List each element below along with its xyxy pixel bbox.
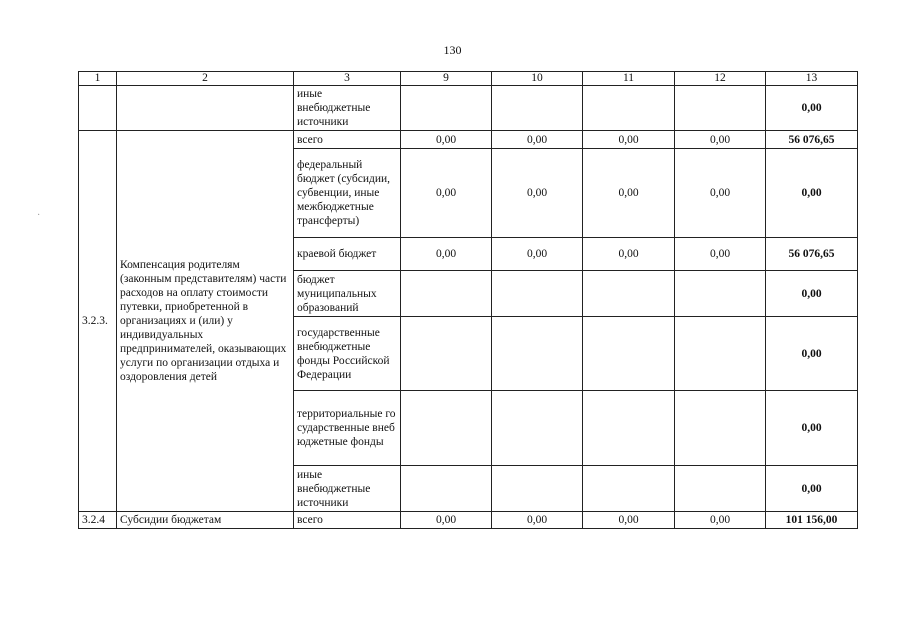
value-cell: 0,00 — [675, 238, 766, 271]
header-cell: 12 — [675, 72, 766, 86]
total-cell: 0,00 — [766, 466, 858, 512]
table-row — [79, 86, 858, 131]
value-cell: 0,00 — [583, 131, 675, 149]
total-cell: 56 076,65 — [766, 238, 858, 271]
value-cell: 0,00 — [675, 512, 766, 529]
header-cell: 9 — [401, 72, 492, 86]
source-cell: иные внебюджетные источники — [294, 86, 401, 131]
source-cell: бюджет муниципальных образований — [294, 271, 401, 317]
item-code: 3.2.3. — [79, 131, 117, 512]
value-cell: 0,00 — [401, 131, 492, 149]
source-cell: краевой бюджет — [294, 238, 401, 271]
value-cell: 0,00 — [583, 512, 675, 529]
header-cell: 10 — [492, 72, 583, 86]
source-cell: государственные внебюджетные фонды Российской Федерации — [294, 317, 401, 391]
item-name: Компенсация родителям (законным представителям) части расходов на оплату стоимости путевки, приобретенной в организациях и (или) у индивидуальных предпринимателей, оказывающих услуги по организации отдыха и оздоровления детей — [117, 131, 294, 512]
header-cell: 1 — [79, 72, 117, 86]
total-cell: 56 076,65 — [766, 131, 858, 149]
value-cell: 0,00 — [492, 149, 583, 238]
total-cell: 0,00 — [766, 271, 858, 317]
source-cell: всего — [294, 131, 401, 149]
page-number: 130 — [443, 43, 462, 57]
header-cell: 3 — [294, 72, 401, 86]
header-cell: 11 — [583, 72, 675, 86]
total-cell: 0,00 — [766, 391, 858, 466]
total-cell: 101 156,00 — [766, 512, 858, 529]
source-cell: территориальные государственные внебюджетные фонды — [294, 391, 401, 466]
scan-speck: · — [37, 210, 41, 221]
value-cell: 0,00 — [401, 512, 492, 529]
header-cell: 2 — [117, 72, 294, 86]
code-cell — [79, 86, 117, 131]
name-cell — [117, 86, 294, 131]
value-cell: 0,00 — [401, 238, 492, 271]
value-cell: 0,00 — [583, 238, 675, 271]
table-row — [79, 131, 858, 149]
value-cell: 0,00 — [675, 131, 766, 149]
item-name: Субсидии бюджетам — [117, 512, 294, 529]
budget-table — [78, 71, 858, 529]
value-cell: 0,00 — [401, 149, 492, 238]
total-cell: 0,00 — [766, 86, 858, 131]
value-cell: 0,00 — [492, 131, 583, 149]
header-cell: 13 — [766, 72, 858, 86]
header-row — [79, 72, 858, 86]
source-cell: всего — [294, 512, 401, 529]
value-cell: 0,00 — [675, 149, 766, 238]
source-cell: федеральный бюджет (субсидии, субвенции, иные межбюджетные трансферты) — [294, 149, 401, 238]
total-cell: 0,00 — [766, 317, 858, 391]
table-row — [79, 512, 858, 529]
value-cell: 0,00 — [492, 238, 583, 271]
value-cell: 0,00 — [583, 149, 675, 238]
total-cell: 0,00 — [766, 149, 858, 238]
source-cell: иные внебюджетные источники — [294, 466, 401, 512]
value-cell: 0,00 — [492, 512, 583, 529]
item-code: 3.2.4 — [79, 512, 117, 529]
